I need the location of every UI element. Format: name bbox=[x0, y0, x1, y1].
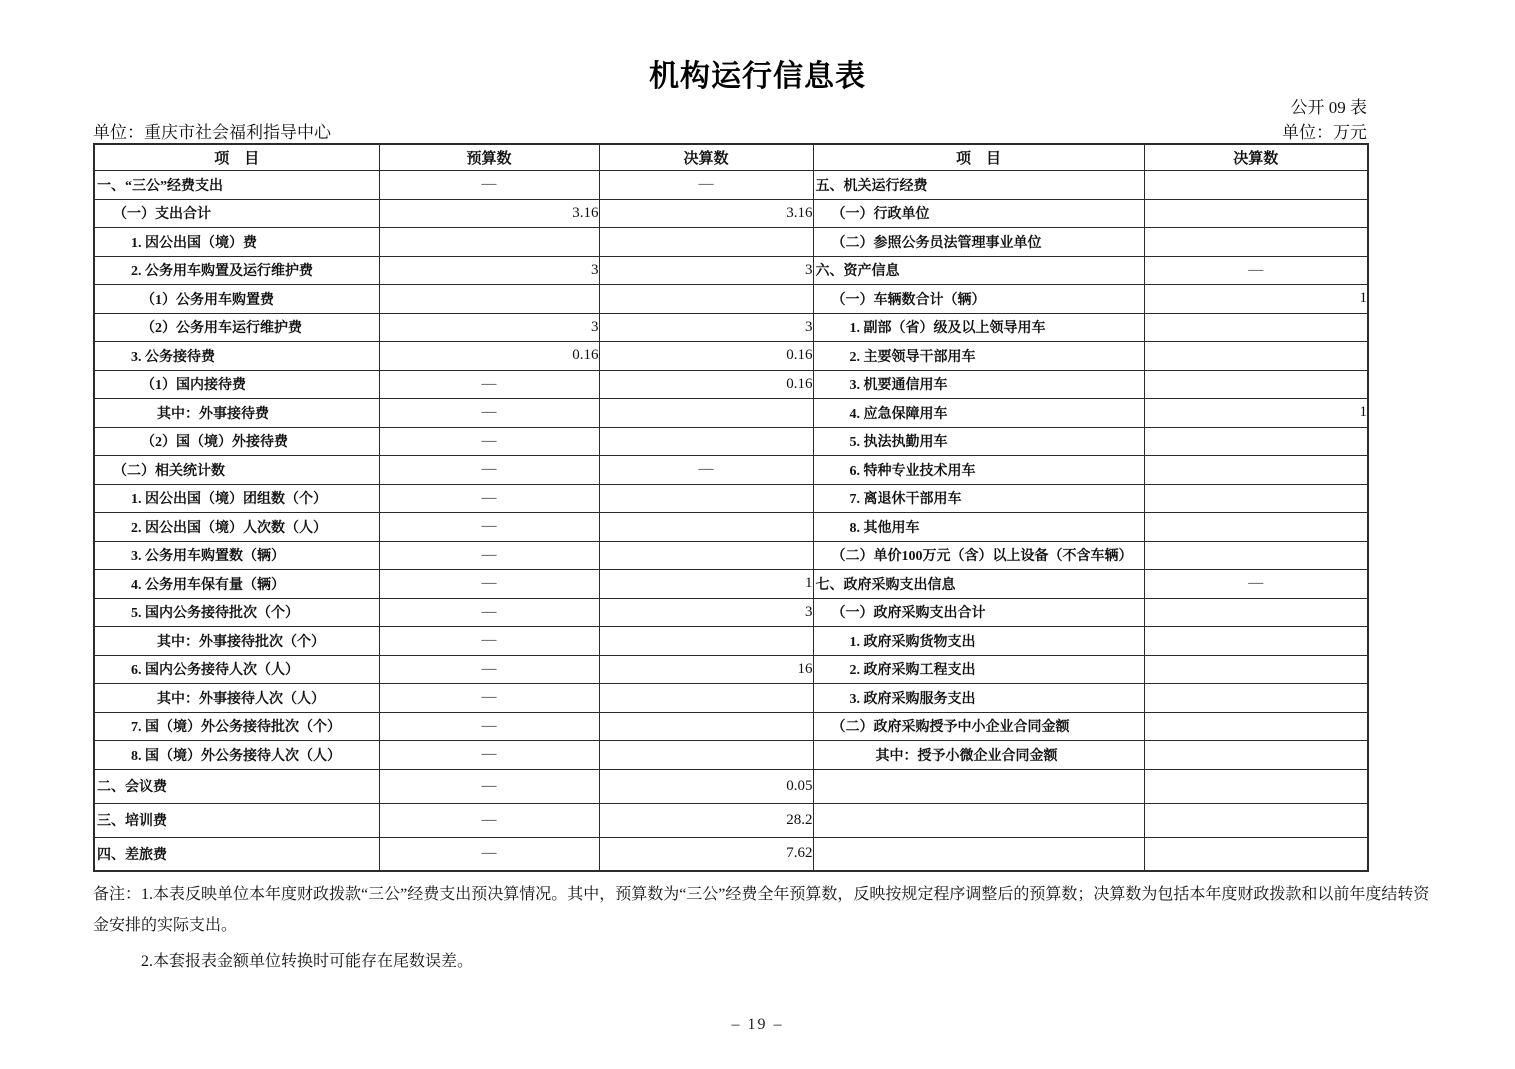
value-cell: — bbox=[379, 837, 599, 871]
item-cell: 4. 应急保障用车 bbox=[813, 399, 1144, 428]
value-cell: 3 bbox=[599, 313, 813, 342]
value-cell bbox=[1144, 803, 1368, 837]
item-cell: （二）政府采购授予中小企业合同金额 bbox=[813, 712, 1144, 741]
item-cell: 3. 公务用车购置数（辆） bbox=[94, 541, 379, 570]
value-cell: — bbox=[599, 171, 813, 200]
item-cell: 2. 公务用车购置及运行维护费 bbox=[94, 256, 379, 285]
value-cell bbox=[379, 285, 599, 314]
unit-name-label: 单位：重庆市社会福利指导中心 bbox=[93, 123, 331, 142]
value-cell bbox=[599, 741, 813, 770]
value-cell: 3 bbox=[599, 256, 813, 285]
header-final-left: 决算数 bbox=[599, 144, 813, 171]
value-cell: 0.16 bbox=[599, 342, 813, 371]
unit-measure-label: 单位：万元 bbox=[1282, 123, 1367, 142]
value-cell bbox=[599, 427, 813, 456]
item-cell: 3. 政府采购服务支出 bbox=[813, 684, 1144, 713]
value-cell: 3 bbox=[599, 598, 813, 627]
item-cell: 7. 离退休干部用车 bbox=[813, 484, 1144, 513]
value-cell: 3.16 bbox=[379, 199, 599, 228]
value-cell bbox=[1144, 199, 1368, 228]
item-cell: 1. 副部（省）级及以上领导用车 bbox=[813, 313, 1144, 342]
table-row bbox=[94, 456, 1368, 485]
item-cell: 1. 因公出国（境）费 bbox=[94, 228, 379, 257]
value-cell bbox=[599, 684, 813, 713]
table-row bbox=[94, 484, 1368, 513]
document-title: 机构运行信息表 bbox=[649, 60, 866, 93]
value-cell: — bbox=[379, 171, 599, 200]
value-cell: 3 bbox=[379, 313, 599, 342]
table-row bbox=[94, 342, 1368, 371]
table-row bbox=[94, 655, 1368, 684]
value-cell bbox=[1144, 741, 1368, 770]
value-cell: 16 bbox=[599, 655, 813, 684]
value-cell: 1 bbox=[599, 570, 813, 599]
table-row bbox=[94, 837, 1368, 871]
value-cell bbox=[1144, 427, 1368, 456]
item-cell: （1）国内接待费 bbox=[94, 370, 379, 399]
item-cell: 1. 因公出国（境）团组数（个） bbox=[94, 484, 379, 513]
item-cell: 8. 其他用车 bbox=[813, 513, 1144, 542]
value-cell bbox=[599, 541, 813, 570]
value-cell bbox=[1144, 313, 1368, 342]
value-cell: — bbox=[379, 684, 599, 713]
item-cell bbox=[813, 803, 1144, 837]
value-cell: — bbox=[379, 655, 599, 684]
value-cell: — bbox=[379, 627, 599, 656]
item-cell: 4. 公务用车保有量（辆） bbox=[94, 570, 379, 599]
value-cell bbox=[1144, 456, 1368, 485]
value-cell bbox=[379, 228, 599, 257]
item-cell: 6. 特种专业技术用车 bbox=[813, 456, 1144, 485]
value-cell: 3 bbox=[379, 256, 599, 285]
value-cell bbox=[1144, 769, 1368, 803]
table-row bbox=[94, 741, 1368, 770]
item-cell: （2）国（境）外接待费 bbox=[94, 427, 379, 456]
table-row bbox=[94, 684, 1368, 713]
item-cell: （2）公务用车运行维护费 bbox=[94, 313, 379, 342]
value-cell: 0.16 bbox=[599, 370, 813, 399]
value-cell bbox=[1144, 484, 1368, 513]
table-row bbox=[94, 171, 1368, 200]
value-cell: — bbox=[379, 399, 599, 428]
value-cell: — bbox=[379, 741, 599, 770]
value-cell: — bbox=[1144, 256, 1368, 285]
table-body bbox=[94, 171, 1368, 872]
table-row bbox=[94, 199, 1368, 228]
value-cell: 1 bbox=[1144, 399, 1368, 428]
item-cell: 2. 因公出国（境）人次数（人） bbox=[94, 513, 379, 542]
table-row bbox=[94, 228, 1368, 257]
item-cell: （二）参照公务员法管理事业单位 bbox=[813, 228, 1144, 257]
table-row bbox=[94, 370, 1368, 399]
value-cell: — bbox=[379, 769, 599, 803]
value-cell bbox=[1144, 684, 1368, 713]
value-cell: — bbox=[379, 712, 599, 741]
table-row bbox=[94, 627, 1368, 656]
item-cell: 二、会议费 bbox=[94, 769, 379, 803]
table-row bbox=[94, 598, 1368, 627]
value-cell bbox=[599, 399, 813, 428]
item-cell: 四、差旅费 bbox=[94, 837, 379, 871]
value-cell: 28.2 bbox=[599, 803, 813, 837]
item-cell: （一）政府采购支出合计 bbox=[813, 598, 1144, 627]
table-row bbox=[94, 769, 1368, 803]
form-code-label: 公开 09 表 bbox=[1290, 98, 1367, 117]
item-cell: 3. 机要通信用车 bbox=[813, 370, 1144, 399]
value-cell: — bbox=[1144, 570, 1368, 599]
header-item-left: 项 目 bbox=[94, 144, 379, 171]
item-cell: 三、培训费 bbox=[94, 803, 379, 837]
value-cell: — bbox=[379, 484, 599, 513]
table-row bbox=[94, 803, 1368, 837]
value-cell: — bbox=[379, 541, 599, 570]
item-cell: 8. 国（境）外公务接待人次（人） bbox=[94, 741, 379, 770]
value-cell: 0.05 bbox=[599, 769, 813, 803]
value-cell: — bbox=[379, 456, 599, 485]
value-cell bbox=[599, 513, 813, 542]
item-cell: 2. 政府采购工程支出 bbox=[813, 655, 1144, 684]
header-final-right: 决算数 bbox=[1144, 144, 1368, 171]
table-row bbox=[94, 256, 1368, 285]
item-cell: 2. 主要领导干部用车 bbox=[813, 342, 1144, 371]
item-cell: 7. 国（境）外公务接待批次（个） bbox=[94, 712, 379, 741]
value-cell: 0.16 bbox=[379, 342, 599, 371]
item-cell: 3. 公务接待费 bbox=[94, 342, 379, 371]
value-cell bbox=[1144, 370, 1368, 399]
item-cell: （一）车辆数合计（辆） bbox=[813, 285, 1144, 314]
value-cell: 7.62 bbox=[599, 837, 813, 871]
item-cell bbox=[813, 769, 1144, 803]
value-cell: 1 bbox=[1144, 285, 1368, 314]
value-cell: — bbox=[379, 598, 599, 627]
value-cell bbox=[1144, 837, 1368, 871]
value-cell bbox=[1144, 228, 1368, 257]
value-cell: — bbox=[379, 570, 599, 599]
table-row bbox=[94, 285, 1368, 314]
table-row bbox=[94, 399, 1368, 428]
value-cell bbox=[1144, 655, 1368, 684]
item-cell: （二）相关统计数 bbox=[94, 456, 379, 485]
table-row bbox=[94, 570, 1368, 599]
item-cell: 5. 执法执勤用车 bbox=[813, 427, 1144, 456]
item-cell: 七、政府采购支出信息 bbox=[813, 570, 1144, 599]
value-cell bbox=[599, 712, 813, 741]
notes bbox=[93, 879, 1445, 977]
item-cell: 其中：外事接待人次（人） bbox=[94, 684, 379, 713]
value-cell bbox=[1144, 513, 1368, 542]
value-cell bbox=[599, 627, 813, 656]
value-cell bbox=[599, 285, 813, 314]
item-cell: 其中：外事接待费 bbox=[94, 399, 379, 428]
table-row bbox=[94, 313, 1368, 342]
value-cell bbox=[1144, 627, 1368, 656]
item-cell: 其中：授予小微企业合同金额 bbox=[813, 741, 1144, 770]
table-row bbox=[94, 712, 1368, 741]
item-cell: 五、机关运行经费 bbox=[813, 171, 1144, 200]
header-item-right: 项 目 bbox=[813, 144, 1144, 171]
header-budget: 预算数 bbox=[379, 144, 599, 171]
note-1: 备注：1.本表反映单位本年度财政拨款“三公”经费支出预决算情况。其中，预算数为“三公”经费全年预算数，反映按规定程序调整后的预算数；决算数为包括本年度财政拨款和以前年度结转资金安排的实际支出。 bbox=[93, 886, 1430, 934]
value-cell: — bbox=[379, 427, 599, 456]
value-cell bbox=[599, 484, 813, 513]
item-cell: （二）单价100万元（含）以上设备（不含车辆） bbox=[813, 541, 1144, 570]
page-number: – 19 – bbox=[731, 1016, 784, 1033]
value-cell bbox=[1144, 342, 1368, 371]
item-cell: 6. 国内公务接待人次（人） bbox=[94, 655, 379, 684]
item-cell: 5. 国内公务接待批次（个） bbox=[94, 598, 379, 627]
table-row bbox=[94, 427, 1368, 456]
value-cell bbox=[1144, 712, 1368, 741]
item-cell: （一）行政单位 bbox=[813, 199, 1144, 228]
value-cell: — bbox=[379, 513, 599, 542]
item-cell: （一）支出合计 bbox=[94, 199, 379, 228]
note-2: 2.本套报表金额单位转换时可能存在尾数误差。 bbox=[141, 953, 474, 970]
item-cell: 六、资产信息 bbox=[813, 256, 1144, 285]
operation-info-table bbox=[93, 143, 1369, 872]
value-cell: 3.16 bbox=[599, 199, 813, 228]
value-cell: — bbox=[379, 803, 599, 837]
item-cell: 一、“三公”经费支出 bbox=[94, 171, 379, 200]
item-cell bbox=[813, 837, 1144, 871]
value-cell bbox=[1144, 171, 1368, 200]
item-cell: 其中：外事接待批次（个） bbox=[94, 627, 379, 656]
table-row bbox=[94, 541, 1368, 570]
value-cell: — bbox=[379, 370, 599, 399]
value-cell: — bbox=[599, 456, 813, 485]
item-cell: 1. 政府采购货物支出 bbox=[813, 627, 1144, 656]
value-cell bbox=[1144, 541, 1368, 570]
value-cell bbox=[599, 228, 813, 257]
table-row bbox=[94, 513, 1368, 542]
table-header-row bbox=[94, 144, 1368, 171]
item-cell: （1）公务用车购置费 bbox=[94, 285, 379, 314]
value-cell bbox=[1144, 598, 1368, 627]
